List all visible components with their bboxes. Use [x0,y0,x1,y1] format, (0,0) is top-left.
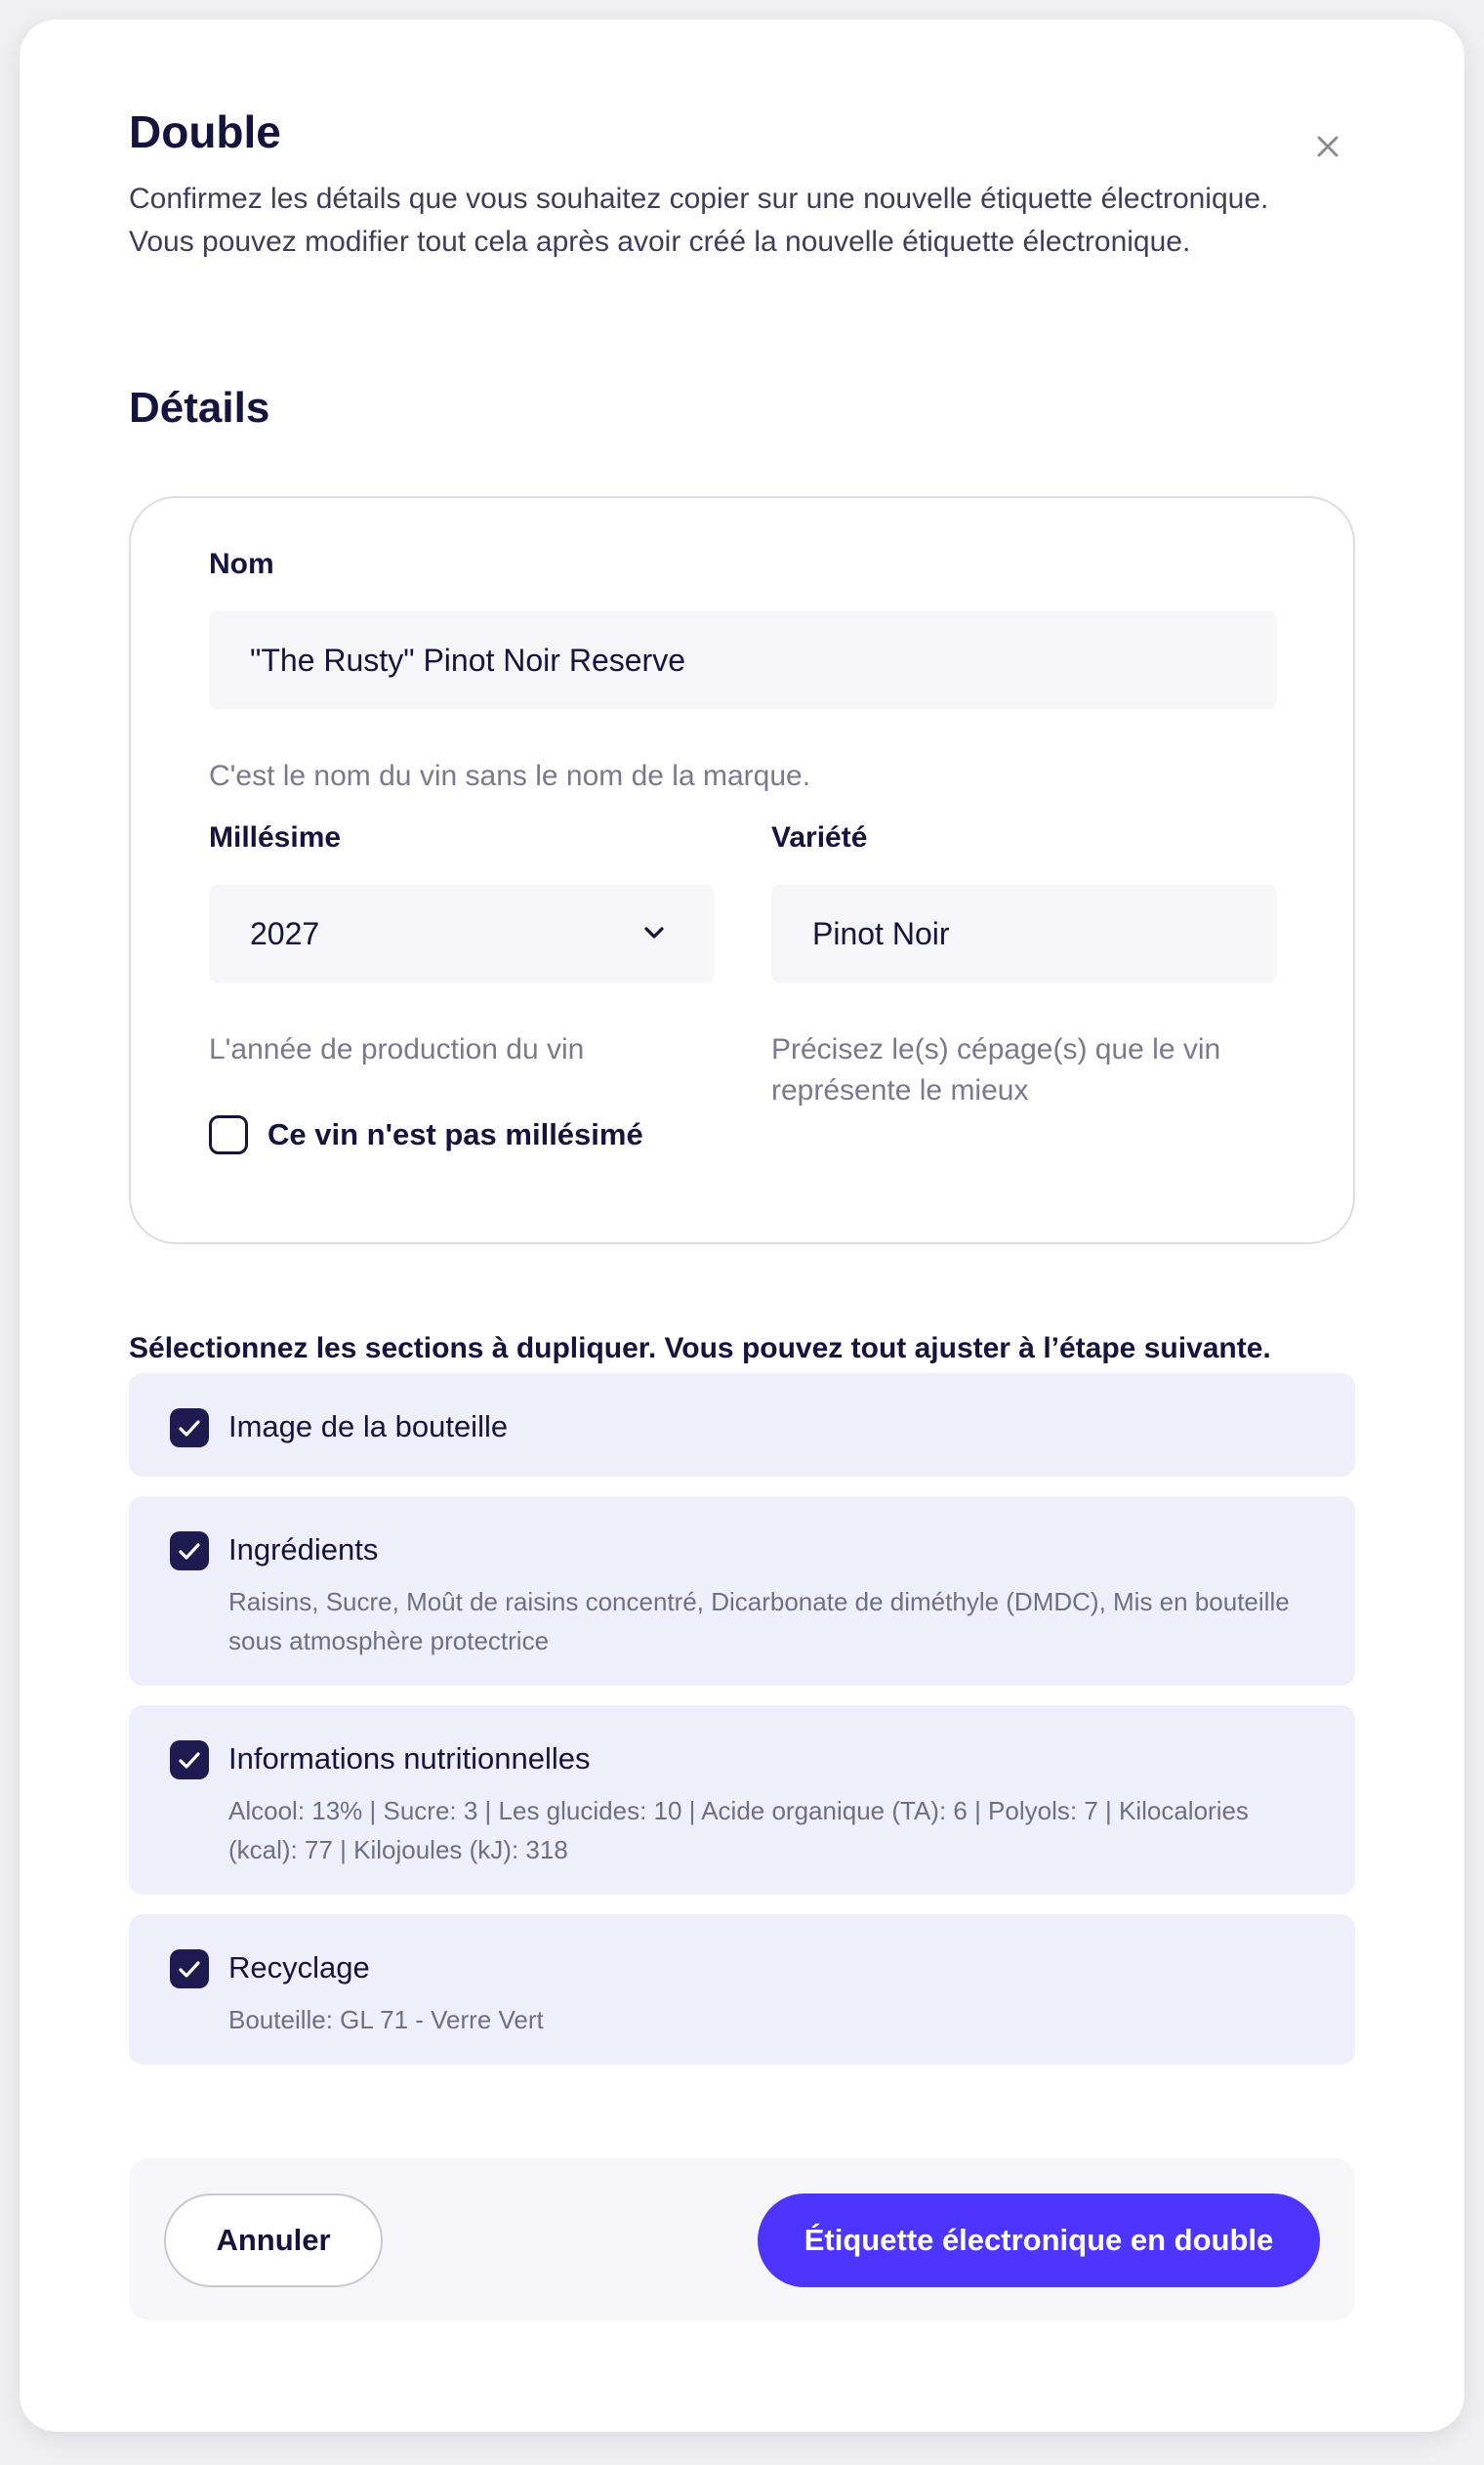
vintage-label: Millésime [209,821,342,854]
details-card [129,496,1355,1244]
duplicate-label-button[interactable]: Étiquette électronique en double [758,2193,1320,2287]
section-option-title: Image de la bouteille [228,1409,509,1443]
vintage-select[interactable] [209,885,715,982]
chevron-down-icon [635,914,674,953]
checkbox-checked[interactable] [170,1408,209,1447]
non-vintage-label: Ce vin n'est pas millésimé [268,1117,643,1151]
duplicate-dialog [20,20,1464,2432]
checkbox-checked[interactable] [170,1531,209,1570]
variety-input[interactable] [771,885,1277,982]
checkmark-icon [170,1740,209,1779]
name-help: C'est le nom du vin sans le nom de la marque. [209,760,811,792]
section-option-description: Alcool: 13% | Sucre: 3 | Les glucides: 10 | Acide organique (TA): 6 | Polyols: 7 | Kilocalories (kcal): 77 | Kilojoules (kJ): 318 [228,1796,1249,1864]
vintage-value: 2027 [250,915,320,951]
dialog-title: Double [129,106,281,157]
dialog-description-line: Confirmez les détails que vous souhaitez copier sur une nouvelle étiquette électronique. [129,183,1269,215]
cancel-button[interactable]: Annuler [164,2193,383,2287]
checkbox-checked[interactable] [170,1740,209,1779]
name-value: "The Rusty" Pinot Noir Reserve [250,642,685,678]
section-option-title: Informations nutritionnelles [228,1741,591,1776]
non-vintage-checkbox-box[interactable] [209,1115,248,1154]
name-input[interactable] [209,611,1277,709]
section-option-bottle-image[interactable] [129,1373,1355,1477]
variety-label: Variété [771,821,868,854]
section-option-nutrition[interactable] [129,1705,1355,1895]
checkmark-icon [170,1408,209,1447]
checkmark-icon [170,1949,209,1988]
dialog-footer [129,2158,1355,2320]
details-title: Détails [129,384,270,432]
dialog-description [129,178,1398,264]
vintage-help: L'année de production du vin [209,1033,585,1065]
checkmark-icon [170,1531,209,1570]
section-option-description: Raisins, Sucre, Moût de raisins concentré, Dicarbonate de diméthyle (DMDC), Mis en bouteille sous atmosphère protectrice [228,1587,1290,1655]
close-button[interactable] [1298,117,1357,176]
dialog-description-line: Vous pouvez modifier tout cela après avoir créé la nouvelle étiquette électronique. [129,226,1191,258]
name-label: Nom [209,548,274,580]
section-option-recycling[interactable] [129,1914,1355,2065]
section-option-description: Bouteille: GL 71 - Verre Vert [228,2005,544,2034]
variety-help: Précisez le(s) cépage(s) que le vin représente le mieux [771,1033,1221,1107]
close-icon [1298,117,1357,176]
section-option-title: Recyclage [228,1950,370,1985]
checkbox-checked[interactable] [170,1949,209,1988]
section-option-ingredients[interactable] [129,1496,1355,1686]
sections-intro: Sélectionnez les sections à dupliquer. Vous pouvez tout ajuster à l’étape suivante. [129,1332,1271,1364]
non-vintage-checkbox[interactable] [209,1115,643,1154]
variety-value: Pinot Noir [812,915,950,951]
section-option-title: Ingrédients [228,1532,379,1567]
